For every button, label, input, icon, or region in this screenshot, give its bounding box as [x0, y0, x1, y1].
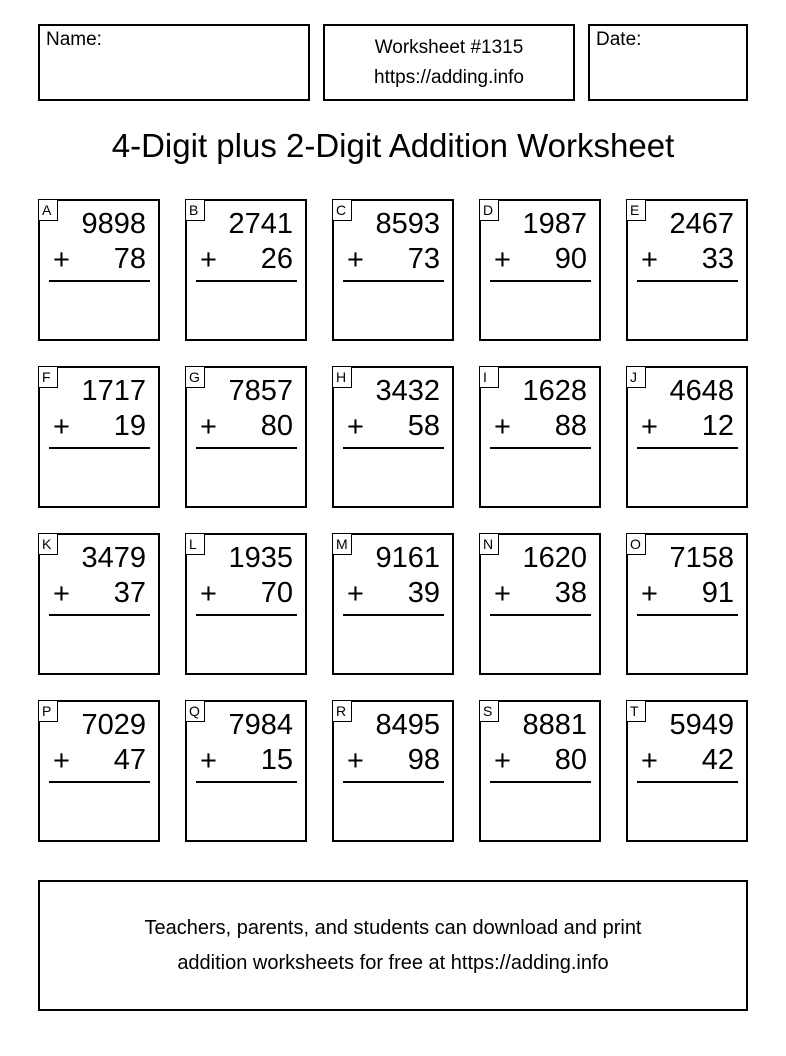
answer-line [637, 280, 738, 282]
problem-card[interactable] [626, 199, 748, 341]
plus-sign: + [641, 578, 658, 610]
addend-bottom: 37 [113, 577, 146, 609]
problem-card[interactable] [185, 366, 307, 508]
addend-bottom: 12 [701, 410, 734, 442]
footer-line-2: addition worksheets for free at https://adding.info [177, 952, 609, 974]
problem-card[interactable] [185, 199, 307, 341]
addend-bottom: 19 [113, 410, 146, 442]
worksheet-number: Worksheet #1315 [374, 37, 524, 58]
answer-line [490, 447, 591, 449]
plus-sign: + [347, 578, 364, 610]
addend-top: 9161 [375, 542, 440, 574]
plus-sign: + [641, 244, 658, 276]
name-label: Name: [46, 29, 102, 50]
problem-label: S [479, 700, 499, 722]
problem-label: H [332, 366, 352, 388]
plus-sign: + [641, 411, 658, 443]
problem-card[interactable] [185, 533, 307, 675]
answer-line [490, 781, 591, 783]
problem-label: F [38, 366, 58, 388]
problem-label: G [185, 366, 205, 388]
plus-sign: + [641, 745, 658, 777]
plus-sign: + [53, 411, 70, 443]
problem-label: L [185, 533, 205, 555]
problem-label: M [332, 533, 352, 555]
addend-top: 4648 [669, 375, 734, 407]
answer-line [196, 781, 297, 783]
answer-line [49, 447, 150, 449]
problem-label: E [626, 199, 646, 221]
problem-card[interactable] [479, 199, 601, 341]
answer-line [490, 614, 591, 616]
addend-top: 1935 [228, 542, 293, 574]
problem-card[interactable] [38, 366, 160, 508]
addend-bottom: 15 [260, 744, 293, 776]
plus-sign: + [53, 244, 70, 276]
addend-top: 1628 [522, 375, 587, 407]
problem-card[interactable] [479, 700, 601, 842]
answer-line [196, 447, 297, 449]
problem-label: B [185, 199, 205, 221]
addend-top: 7029 [81, 709, 146, 741]
plus-sign: + [494, 411, 511, 443]
addend-bottom: 98 [407, 744, 440, 776]
answer-line [196, 280, 297, 282]
problem-card[interactable] [38, 700, 160, 842]
addend-top: 7857 [228, 375, 293, 407]
addend-bottom: 90 [554, 243, 587, 275]
problem-card[interactable] [185, 700, 307, 842]
problem-label: O [626, 533, 646, 555]
addend-top: 8881 [522, 709, 587, 741]
addend-top: 2741 [228, 208, 293, 240]
answer-line [637, 781, 738, 783]
plus-sign: + [494, 244, 511, 276]
answer-line [343, 447, 444, 449]
addend-bottom: 33 [701, 243, 734, 275]
addend-top: 7158 [669, 542, 734, 574]
plus-sign: + [200, 745, 217, 777]
answer-line [637, 447, 738, 449]
addend-bottom: 38 [554, 577, 587, 609]
addend-bottom: 39 [407, 577, 440, 609]
answer-line [637, 614, 738, 616]
addend-top: 3479 [81, 542, 146, 574]
problem-card[interactable] [38, 199, 160, 341]
plus-sign: + [200, 578, 217, 610]
addend-bottom: 88 [554, 410, 587, 442]
problem-card[interactable] [332, 700, 454, 842]
answer-line [490, 280, 591, 282]
plus-sign: + [200, 244, 217, 276]
plus-sign: + [347, 244, 364, 276]
problem-label: Q [185, 700, 205, 722]
addend-bottom: 80 [260, 410, 293, 442]
plus-sign: + [53, 578, 70, 610]
plus-sign: + [494, 578, 511, 610]
addend-bottom: 80 [554, 744, 587, 776]
footer-box [38, 880, 748, 1011]
plus-sign: + [347, 411, 364, 443]
addend-top: 2467 [669, 208, 734, 240]
problem-card[interactable] [332, 366, 454, 508]
addend-bottom: 58 [407, 410, 440, 442]
problem-card[interactable] [626, 366, 748, 508]
problem-label: C [332, 199, 352, 221]
problem-card[interactable] [479, 366, 601, 508]
problem-label: D [479, 199, 499, 221]
worksheet-info-box [323, 24, 575, 101]
problem-label: T [626, 700, 646, 722]
problem-card[interactable] [626, 700, 748, 842]
problem-label: A [38, 199, 58, 221]
addend-bottom: 73 [407, 243, 440, 275]
answer-line [343, 614, 444, 616]
worksheet-url: https://adding.info [374, 67, 524, 88]
addend-top: 8495 [375, 709, 440, 741]
problem-label: R [332, 700, 352, 722]
problem-label: P [38, 700, 58, 722]
plus-sign: + [53, 745, 70, 777]
name-field[interactable] [38, 24, 310, 101]
addend-top: 8593 [375, 208, 440, 240]
addend-top: 1620 [522, 542, 587, 574]
problem-label: N [479, 533, 499, 555]
plus-sign: + [347, 745, 364, 777]
answer-line [343, 280, 444, 282]
problem-label: K [38, 533, 58, 555]
addend-bottom: 78 [113, 243, 146, 275]
addend-top: 3432 [375, 375, 440, 407]
date-field[interactable] [588, 24, 748, 101]
answer-line [343, 781, 444, 783]
addend-bottom: 70 [260, 577, 293, 609]
addend-top: 1987 [522, 208, 587, 240]
worksheet-title: 4-Digit plus 2-Digit Addition Worksheet [111, 127, 675, 164]
problem-card[interactable] [38, 533, 160, 675]
problem-label: J [626, 366, 646, 388]
answer-line [49, 280, 150, 282]
plus-sign: + [200, 411, 217, 443]
answer-line [196, 614, 297, 616]
addend-top: 7984 [228, 709, 293, 741]
problem-label: I [479, 366, 499, 388]
problem-card[interactable] [626, 533, 748, 675]
addend-top: 5949 [669, 709, 734, 741]
addend-top: 1717 [81, 375, 146, 407]
answer-line [49, 614, 150, 616]
date-label: Date: [596, 29, 642, 50]
addend-top: 9898 [81, 208, 146, 240]
problem-card[interactable] [332, 199, 454, 341]
answer-line [49, 781, 150, 783]
problem-card[interactable] [479, 533, 601, 675]
addend-bottom: 26 [260, 243, 293, 275]
addend-bottom: 91 [701, 577, 734, 609]
problem-card[interactable] [332, 533, 454, 675]
addend-bottom: 47 [113, 744, 146, 776]
addend-bottom: 42 [701, 744, 734, 776]
footer-line-1: Teachers, parents, and students can download and print [144, 917, 642, 939]
plus-sign: + [494, 745, 511, 777]
